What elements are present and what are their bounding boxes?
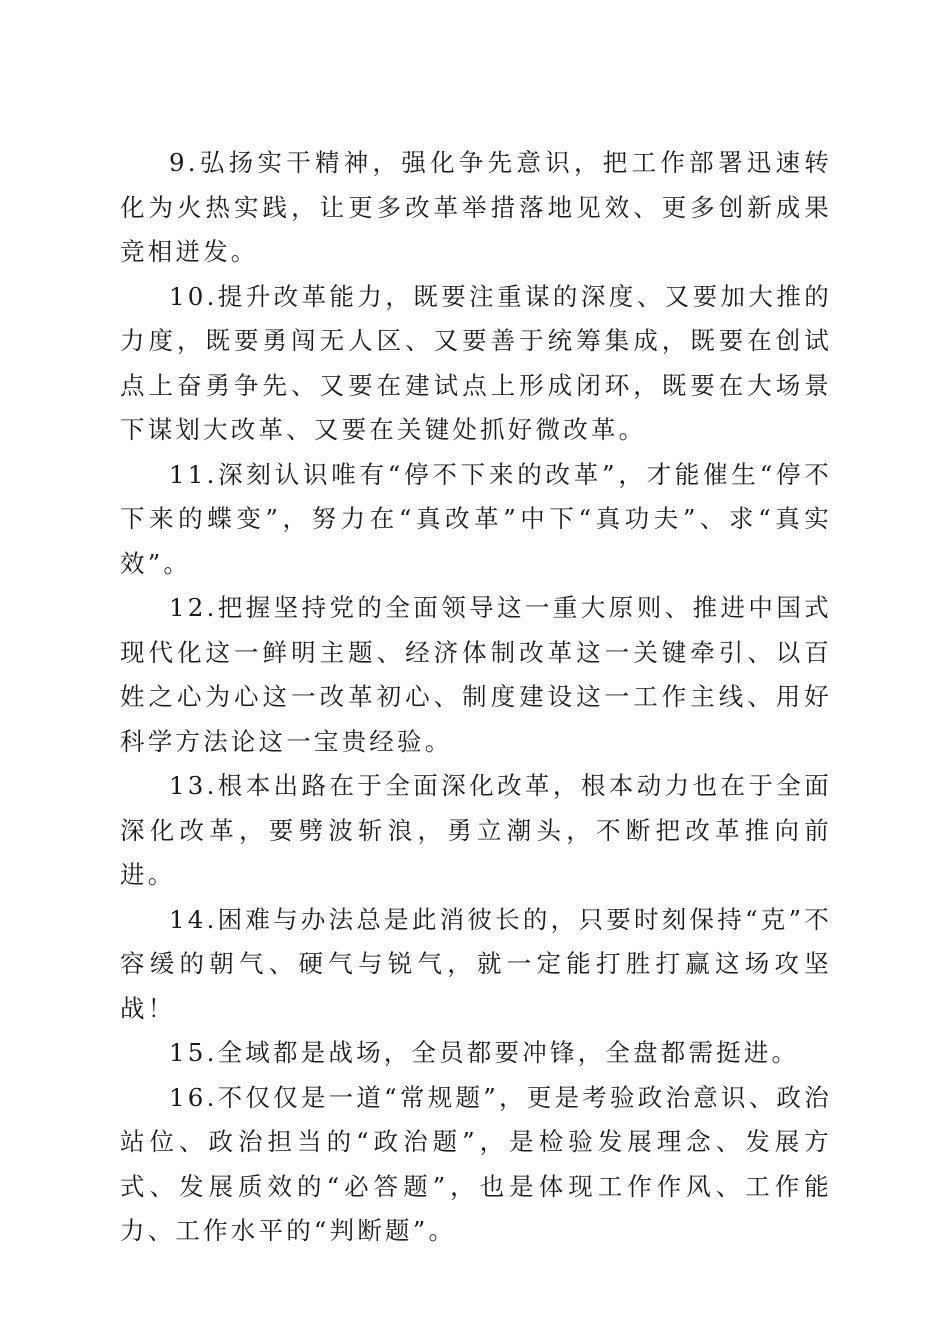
- paragraph-16: 16.不仅仅是一道“常规题”，更是考验政治意识、政治站位、政治担当的“政治题”，是检验发展理念、发展方式、发展质效的“必答题”，也是体现工作作风、工作能力、工作水平的“判断题”。: [120, 1082, 832, 1245]
- paragraph-15: 15.全域都是战场，全员都要冲锋，全盘都需挺进。: [169, 1038, 800, 1067]
- paragraph-9: 9.弘扬实干精神，强化争先意识，把工作部署迅速转化为火热实践，让更多改革举措落地见效、更多创新成果竞相迸发。: [120, 148, 832, 266]
- paragraph-14: 14.困难与办法总是此消彼长的，只要时刻保持“克”不容缓的朝气、硬气与锐气，就一定能打胜打赢这场攻坚战！: [120, 904, 832, 1023]
- paragraph-13: 13.根本出路在于全面深化改革，根本动力也在于全面深化改革，要劈波斩浪，勇立潮头，不断把改革推向前进。: [120, 771, 832, 889]
- document-body: [120, 141, 832, 1254]
- paragraph-10: 10.提升改革能力，既要注重谋的深度、又要加大推的力度，既要勇闯无人区、又要善于统筹集成，既要在创试点上奋勇争先、又要在建试点上形成闭环，既要在大场景下谋划大改革、又要在关键处抓好微改革。: [120, 281, 832, 444]
- paragraph-11: 11.深刻认识唯有“停不下来的改革”，才能催生“停不下来的蝶变”，努力在“真改革”中下“真功夫”、求“真实效”。: [120, 459, 832, 578]
- paragraph-12: 12.把握坚持党的全面领导这一重大原则、推进中国式现代化这一鲜明主题、经济体制改革这一关键牵引、以百姓之心为心这一改革初心、制度建设这一工作主线、用好科学方法论这一宝贵经验。: [120, 593, 832, 756]
